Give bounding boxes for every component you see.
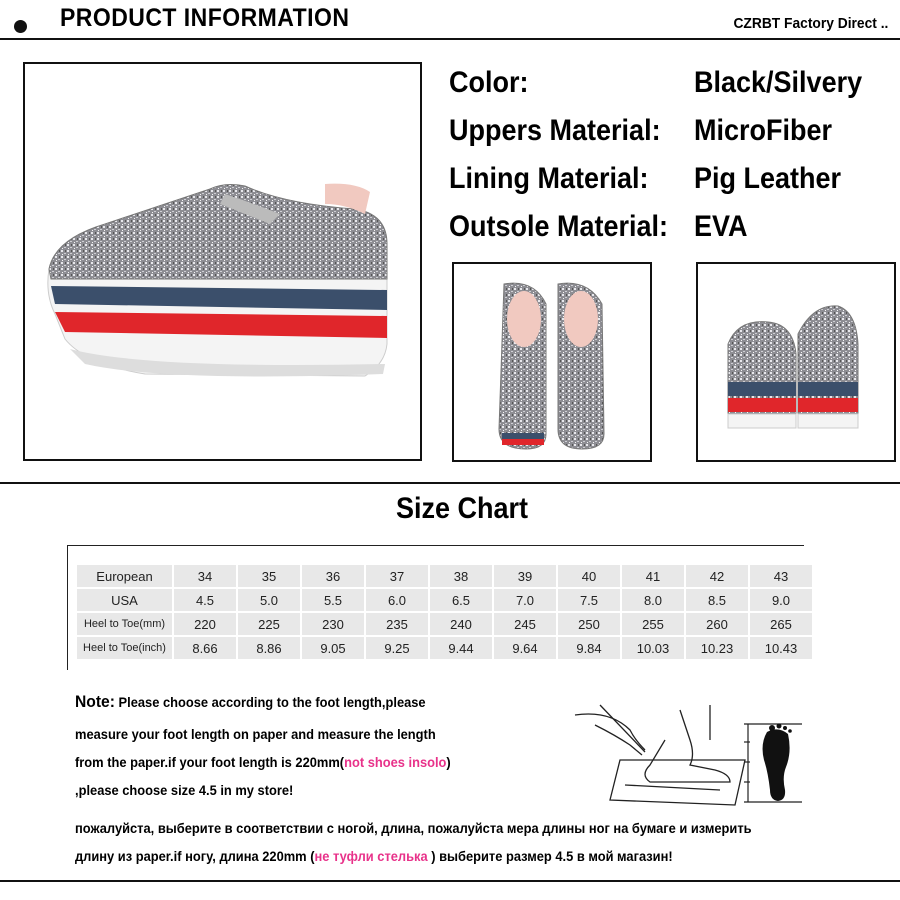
table-cell: 37 (366, 565, 428, 587)
table-cell: 4.5 (174, 589, 236, 611)
table-cell: 265 (750, 613, 812, 635)
section-divider (0, 482, 900, 484)
table-cell: 5.0 (238, 589, 300, 611)
table-cell: 235 (366, 613, 428, 635)
table-left-rule (67, 545, 68, 670)
table-cell: 9.44 (430, 637, 492, 659)
table-cell: 9.0 (750, 589, 812, 611)
table-row (77, 613, 812, 635)
table-cell: 36 (302, 565, 364, 587)
table-cell: 9.25 (366, 637, 428, 659)
table-cell: 10.03 (622, 637, 684, 659)
table-cell: 6.0 (366, 589, 428, 611)
header-bullet-icon (14, 20, 27, 33)
table-row (77, 637, 812, 659)
note-line-2: measure your foot length on paper and measure the length (75, 726, 436, 742)
note-text: Please choose according to the foot length,please (114, 694, 426, 710)
table-cell: 8.0 (622, 589, 684, 611)
table-cell: 9.05 (302, 637, 364, 659)
table-cell: 8.86 (238, 637, 300, 659)
table-cell: 41 (622, 565, 684, 587)
russian-highlight: не туфли стелька (314, 848, 428, 864)
table-cell: 240 (430, 613, 492, 635)
table-cell: 38 (430, 565, 492, 587)
table-row (77, 589, 812, 611)
note-highlight: not shoes insolo (344, 754, 447, 770)
table-cell: 250 (558, 613, 620, 635)
table-cell: 7.0 (494, 589, 556, 611)
spec-value-lining: Pig Leather (694, 162, 842, 195)
table-cell: 34 (174, 565, 236, 587)
footprint-ruler-icon (742, 722, 812, 804)
table-top-rule (67, 545, 804, 546)
table-cell: 225 (238, 613, 300, 635)
russian-note-line-1: пожалуйста, выберите в соответствии с ногой, длина, пожалуйста мера длины ног на бумаге и измерить (75, 820, 752, 836)
russian-text: ) выберите размер 4.5 в мой магазин! (427, 848, 673, 864)
table-cell: 7.5 (558, 589, 620, 611)
table-cell: 35 (238, 565, 300, 587)
table-cell: 9.64 (494, 637, 556, 659)
russian-text: длину из paper.if ногу, длина 220mm ( (75, 848, 315, 864)
note-text: ) (446, 754, 451, 770)
spec-label-lining: Lining Material: (449, 162, 649, 195)
table-cell: 10.43 (750, 637, 812, 659)
note-label: Note: (75, 692, 115, 711)
table-cell: 9.84 (558, 637, 620, 659)
page-title: PRODUCT INFORMATION (60, 4, 350, 32)
note-line-4: ,please choose size 4.5 in my store! (75, 782, 294, 798)
row-label: European (77, 565, 172, 587)
spec-value-color: Black/Silvery (694, 66, 863, 99)
row-label: USA (77, 589, 172, 611)
spec-value-outsole: EVA (694, 210, 748, 243)
main-product-photo (23, 62, 422, 461)
spec-value-uppers: MicroFiber (694, 114, 833, 147)
spec-label-color: Color: (449, 66, 529, 99)
table-cell: 43 (750, 565, 812, 587)
note-line-3 (75, 754, 451, 770)
table-cell: 10.23 (686, 637, 748, 659)
size-chart-title: Size Chart (395, 492, 529, 525)
table-cell: 245 (494, 613, 556, 635)
spec-label-outsole: Outsole Material: (449, 210, 669, 243)
table-cell: 42 (686, 565, 748, 587)
table-cell: 8.5 (686, 589, 748, 611)
table-cell: 39 (494, 565, 556, 587)
table-cell: 40 (558, 565, 620, 587)
bottom-divider (0, 880, 900, 882)
table-cell: 8.66 (174, 637, 236, 659)
table-cell: 260 (686, 613, 748, 635)
table-cell: 255 (622, 613, 684, 635)
note-line-1 (75, 692, 426, 712)
table-cell: 220 (174, 613, 236, 635)
table-row (77, 565, 812, 587)
header-divider (0, 38, 900, 40)
foot-measure-illustration-icon (570, 700, 770, 810)
product-photo-back-view (696, 262, 896, 462)
table-cell: 6.5 (430, 589, 492, 611)
size-chart-table (75, 563, 814, 661)
spec-label-uppers: Uppers Material: (449, 114, 661, 147)
note-text: from the paper.if your foot length is 220mm( (75, 754, 345, 770)
store-name: CZRBT Factory Direct .. (733, 15, 888, 32)
table-cell: 5.5 (302, 589, 364, 611)
table-cell: 230 (302, 613, 364, 635)
product-photo-top-view (452, 262, 652, 462)
russian-note-line-2 (75, 848, 673, 864)
row-label: Heel to Toe(mm) (77, 613, 172, 635)
row-label: Heel to Toe(inch) (77, 637, 172, 659)
